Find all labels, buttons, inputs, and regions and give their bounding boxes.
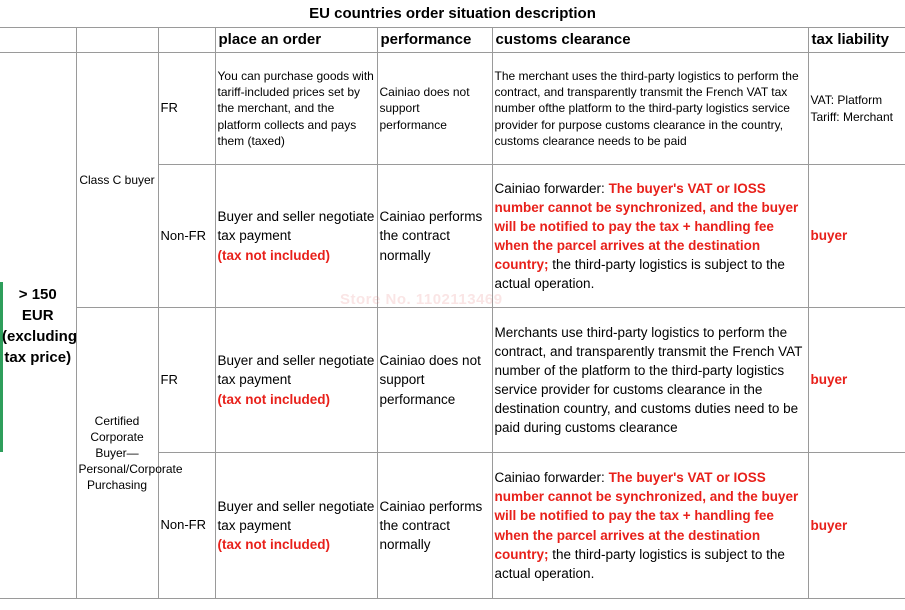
table-title: EU countries order situation description — [0, 0, 905, 28]
tax-not-included-note: (tax not included) — [217, 391, 330, 407]
performance-cell: Cainiao does not support performance — [377, 53, 492, 165]
customs-cell: The merchant uses the third-party logistics to perform the contract, and transparently transmit the French VAT tax number ofthe platform to the third-party logistics service provider for purpose customs clearance in the country, customs clearance needs to be paid — [492, 53, 808, 165]
customs-highlight: The buyer's VAT or IOSS number cannot be synchronized, and the buyer will be notified to pay the tax + handling fee when the parcel arrives at the destination country; — [494, 470, 799, 562]
order-text: Buyer and seller negotiate tax payment — [217, 209, 375, 244]
tax-liability-cell: buyer — [808, 453, 905, 599]
tax-not-included-note: (tax not included) — [217, 247, 330, 263]
customs-prefix: Cainiao forwarder: — [494, 180, 609, 196]
header-tax-liability: tax liability — [808, 28, 905, 53]
customs-suffix: the third-party logistics is subject to the actual operation. — [494, 257, 785, 292]
region-cell: Non-FR — [158, 165, 215, 308]
performance-cell: Cainiao does not support performance — [377, 308, 492, 453]
header-performance: performance — [377, 28, 492, 53]
customs-cell: Merchants use third-party logistics to perform the contract, and transparently transmit the French VAT number of the platform to the third-party logistics service provider for customs clearance in the destination country, and customs duties need to be paid during customs clearance — [492, 308, 808, 453]
performance-cell: Cainiao performs the contract normally — [377, 165, 492, 308]
header-blank-2 — [76, 28, 158, 53]
tax-liability-cell: buyer — [808, 308, 905, 453]
tax-tariff-line: Tariff: Merchant — [810, 109, 893, 124]
header-blank-1 — [0, 28, 76, 53]
tax-not-included-note: (tax not included) — [217, 537, 330, 553]
order-cell — [215, 308, 377, 453]
order-cell — [215, 165, 377, 308]
tax-liability-cell: buyer — [808, 165, 905, 308]
tax-liability-cell — [808, 53, 905, 165]
buyer-type-class-c: Class C buyer — [76, 53, 158, 308]
store-watermark: Store No. 1102113469 — [340, 291, 503, 308]
region-cell: FR — [158, 53, 215, 165]
region-cell: FR — [158, 308, 215, 453]
order-cell — [215, 453, 377, 599]
header-blank-3 — [158, 28, 215, 53]
order-text: Buyer and seller negotiate tax payment — [217, 498, 375, 533]
customs-suffix: the third-party logistics is subject to the actual operation. — [494, 546, 785, 581]
region-cell: Non-FR — [158, 453, 215, 599]
buyer-type-certified-corporate: Certified Corporate Buyer—Personal/Corporate Purchasing — [76, 308, 158, 599]
customs-prefix: Cainiao forwarder: — [494, 470, 609, 486]
order-cell: You can purchase goods with tariff-included prices set by the merchant, and the platform collects and pays them (taxed) — [215, 53, 377, 165]
header-place-an-order: place an order — [215, 28, 377, 53]
price-tier-cell: > 150 EUR (excluding tax price) — [0, 53, 76, 599]
performance-cell: Cainiao performs the contract normally — [377, 453, 492, 599]
tax-vat-line: VAT: Platform — [810, 93, 883, 108]
customs-cell — [492, 165, 808, 308]
header-customs-clearance: customs clearance — [492, 28, 808, 53]
order-text: Buyer and seller negotiate tax payment — [217, 353, 375, 388]
customs-highlight: The buyer's VAT or IOSS number cannot be synchronized, and the buyer will be notified to pay the tax + handling fee when the parcel arrives at the destination country; — [494, 180, 799, 273]
customs-cell — [492, 453, 808, 599]
